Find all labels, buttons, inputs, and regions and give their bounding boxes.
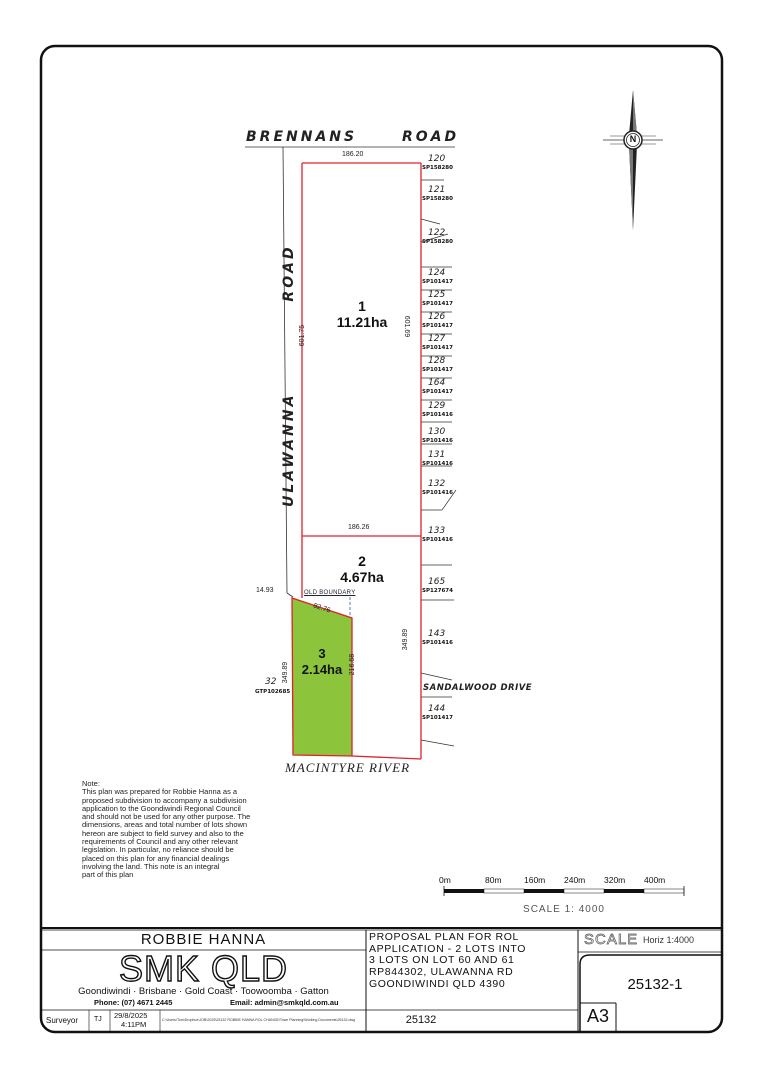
dim-lot3-east: 216.68 [349,653,357,676]
dim-corner: 14.93 [256,587,274,594]
lot-3-area: 2.14ha [301,662,343,677]
adj-lot-num: 129 [428,401,446,411]
adj-lot-plan: SP101417 [422,323,453,329]
company-locations: Goondiwindi · Brisbane · Gold Coast · Toowoomba · Gatton [78,986,329,997]
lot-32-num: 32 [265,677,277,687]
adj-lot-plan: SP101416 [422,412,453,418]
lot-32-plan: GTP102685 [255,689,291,695]
client-name: ROBBIE HANNA [140,931,267,948]
adj-lot-plan: SP158280 [422,239,453,245]
ulawanna-road-label-1: ROAD [281,244,297,302]
plan-number: 25132-1 [627,976,683,993]
adj-lot-num: 164 [428,378,446,388]
macintyre-river-label: MACINTYRE RIVER [285,760,411,775]
adj-lot-num: 127 [428,334,446,344]
dim-east-lower: 349.89 [402,628,410,651]
company-email: Email: admin@smkqld.com.au [230,998,339,1007]
compass-rose [603,90,663,230]
dim-lot1-west: 601.75 [299,324,307,347]
scale-bar-graphic [444,886,684,896]
adj-lot-plan: SP101417 [422,301,453,307]
adj-lot-num: 128 [428,356,446,366]
lot-3-parcel [292,598,352,756]
lot-2-number: 2 [358,553,366,569]
surveyor-initials: TJ [94,1016,102,1023]
scale-bar-ticks [430,875,700,887]
adj-lot-plan: SP101416 [422,640,453,646]
adj-lot-num: 120 [428,154,446,164]
adj-lot-num: 125 [428,290,446,300]
brennans-road-label-1: BRENNANS [246,129,358,145]
plan-time: 4:11PM [121,1020,147,1029]
lot-2-area: 4.67ha [340,569,384,585]
surveyor-label: Surveyor [46,1016,79,1025]
adj-lot-plan: SP101417 [422,389,453,395]
adj-lot-num: 124 [428,268,446,278]
adj-lot-plan: SP101417 [422,279,453,285]
ulawanna-road-label-2: ULAWANNA [281,392,297,507]
dim-lot3-west: 349.89 [282,661,290,684]
scale-label: SCALE 1: 4000 [523,904,605,915]
sheet-size: A3 [586,1006,610,1026]
adj-lot-plan: SP101416 [422,438,453,444]
dim-top: 186.20 [342,151,364,158]
adj-lot-plan: SP101417 [422,715,453,721]
adj-lot-num: 131 [428,450,446,460]
plan-date: 29/8/2025 [114,1011,148,1020]
sandalwood-drive-label: SANDALWOOD DRIVE [423,683,533,693]
company-phone: Phone: (07) 4671 2445 [94,998,173,1007]
scale-tick: 400m [644,875,666,885]
scale-tick: 320m [604,875,626,885]
lot-1-area: 11.21ha [336,314,388,330]
adj-lot-num: 132 [428,479,446,489]
job-number: 25132 [405,1014,437,1026]
adj-lot-plan: SP127674 [422,588,453,594]
north-icon: N [629,134,637,144]
file-path: C:\Users\Tom\Dropbox\JOB\2025\25132 ROBBIE HANNA ROL CHANGE\Town Planning\Working Documents\25132.dwg [162,1018,356,1022]
scale-tick: 240m [564,875,586,885]
lot-3-number: 3 [318,646,326,661]
old-boundary-label: OLD BOUNDARY [304,590,356,596]
scale-tick: 160m [524,875,546,885]
adj-lot-plan: SP101416 [422,461,453,467]
adj-lot-num: 130 [428,427,446,437]
adj-lot-plan: SP101416 [422,537,453,543]
adj-lot-plan: SP101416 [422,490,453,496]
scale-tick: 0m [439,875,451,885]
adj-lot-num: 121 [428,185,446,195]
adj-lot-plan: SP158280 [422,165,453,171]
plan-title: PROPOSAL PLAN FOR ROL APPLICATION - 2 LOTS INTO 3 LOTS ON LOT 60 AND 61 RP844302, ULAWANNA RD GOONDIWINDI QLD 4390 [369,931,526,990]
adj-lot-num: 133 [428,526,446,536]
adj-lot-num: 122 [428,228,446,238]
adj-lot-num: 165 [428,577,446,587]
plan-note: Note: This plan was prepared for Robbie Hanna as a proposed subdivision to accompany a subdivision application to the Goondiwindi Regional Council and should not be used for any other purpose. The dimensions, areas and total number of lots shown hereon are subject to field survey and also to the requirements of Council and any other relevant legislation. In particular, no reliance should be placed on this plan for any financial dealings involving the land. This note is an integral part of this plan [82,779,251,880]
ulawanna-road-west-line [283,147,287,593]
adj-lot-num: 126 [428,312,446,322]
brennans-road-label-2: ROAD [402,129,460,145]
lot-1-number: 1 [358,298,366,314]
adj-lot-num: 144 [428,704,446,714]
company-logo: SMK QLD [118,948,289,989]
dim-lot3-top: 82.76 [312,602,332,615]
adj-lot-plan: SP101417 [422,367,453,373]
adj-lot-plan: SP101417 [422,345,453,351]
dim-middle: 186.26 [348,524,370,531]
scale-heading: SCALE [584,931,639,948]
scale-value: Horiz 1:4000 [643,935,695,945]
dim-lot1-east: 601.69 [403,315,411,338]
adj-lot-plan: SP158280 [422,196,453,202]
adj-lot-num: 143 [428,629,446,639]
scale-tick: 80m [485,875,502,885]
